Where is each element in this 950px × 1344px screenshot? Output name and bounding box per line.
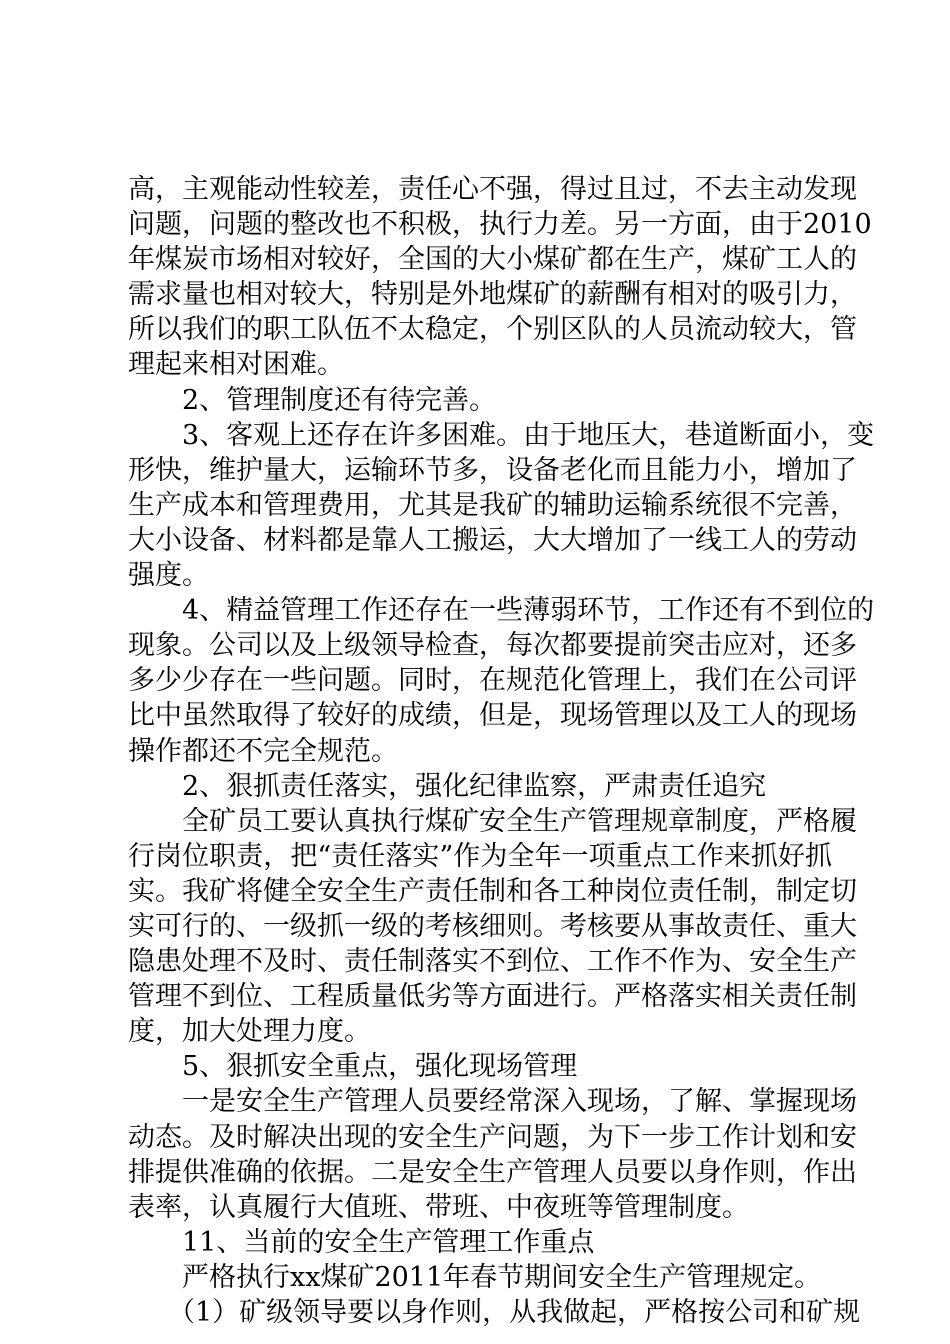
text-line: 年煤炭市场相对较好，全国的大小煤矿都在生产，煤矿工人的	[128, 244, 857, 276]
text-line: 一是安全生产管理人员要经常深入现场，了解、掌握现场	[182, 1086, 857, 1118]
text-line: 度，加大处理力度。	[128, 1016, 371, 1048]
text-line: 2、狠抓责任落实，强化纪律监察，严肃责任追究	[182, 770, 767, 802]
text-line: 全矿员工要认真执行煤矿安全生产管理规章制度，严格履	[182, 805, 857, 837]
text-line: 强度。	[128, 560, 209, 592]
text-line: 4、精益管理工作还存在一些薄弱环节，工作还有不到位的	[182, 595, 875, 627]
text-line: 现象。公司以及上级领导检查，每次都要提前突击应对，还多	[128, 630, 857, 662]
text-line: 需求量也相对较大，特别是外地煤矿的薪酬有相对的吸引力，	[128, 279, 857, 311]
text-line: 2、管理制度还有待完善。	[182, 384, 497, 416]
text-line: 排提供准确的依据。二是安全生产管理人员要以身作则，作出	[128, 1156, 857, 1188]
text-line: 表率，认真履行大值班、带班、中夜班等管理制度。	[128, 1191, 749, 1223]
text-line: （1）矿级领导要以身作则，从我做起，严格按公司和矿规	[168, 1297, 861, 1328]
text-line: 多少少存在一些问题。同时，在规范化管理上，我们在公司评	[128, 665, 857, 697]
text-line: 隐患处理不及时、责任制落实不到位、工作不作为、安全生产	[128, 946, 857, 978]
text-line: 高，主观能动性较差，责任心不强，得过且过，不去主动发现	[128, 174, 857, 205]
text-line: 实。我矿将健全安全生产责任制和各工种岗位责任制，制定切	[128, 875, 857, 907]
text-line: 行岗位职责，把“责任落实”作为全年一项重点工作来抓好抓	[128, 840, 832, 872]
text-line: 理起来相对困难。	[128, 349, 344, 381]
text-line: 所以我们的职工队伍不太稳定，个别区队的人员流动较大，管	[128, 314, 857, 346]
text-line: 管理不到位、工程质量低劣等方面进行。严格落实相关责任制	[128, 981, 857, 1013]
text-line: 11、当前的安全生产管理工作重点	[182, 1226, 595, 1258]
text-line: 比中虽然取得了较好的成绩，但是，现场管理以及工人的现场	[128, 700, 857, 732]
text-line: 形快，维护量大，运输环节多，设备老化而且能力小，增加了	[128, 454, 857, 486]
text-line: 5、狠抓安全重点，强化现场管理	[182, 1051, 578, 1083]
text-line: 生产成本和管理费用，尤其是我矿的辅助运输系统很不完善，	[128, 489, 857, 521]
text-line: 问题，问题的整改也不积极，执行力差。另一方面，由于2010	[128, 209, 872, 241]
document-body	[128, 172, 875, 1330]
text-line: 3、客观上还存在许多困难。由于地压大，巷道断面小，变	[182, 419, 875, 451]
text-line: 实可行的、一级抓一级的考核细则。考核要从事故责任、重大	[128, 910, 857, 942]
text-line: 大小设备、材料都是靠人工搬运，大大增加了一线工人的劳动	[128, 524, 857, 556]
text-line: 操作都还不完全规范。	[128, 735, 398, 767]
text-line: 严格执行xx煤矿2011年春节期间安全生产管理规定。	[182, 1261, 822, 1293]
text-line: 动态。及时解决出现的安全生产问题，为下一步工作计划和安	[128, 1121, 857, 1153]
